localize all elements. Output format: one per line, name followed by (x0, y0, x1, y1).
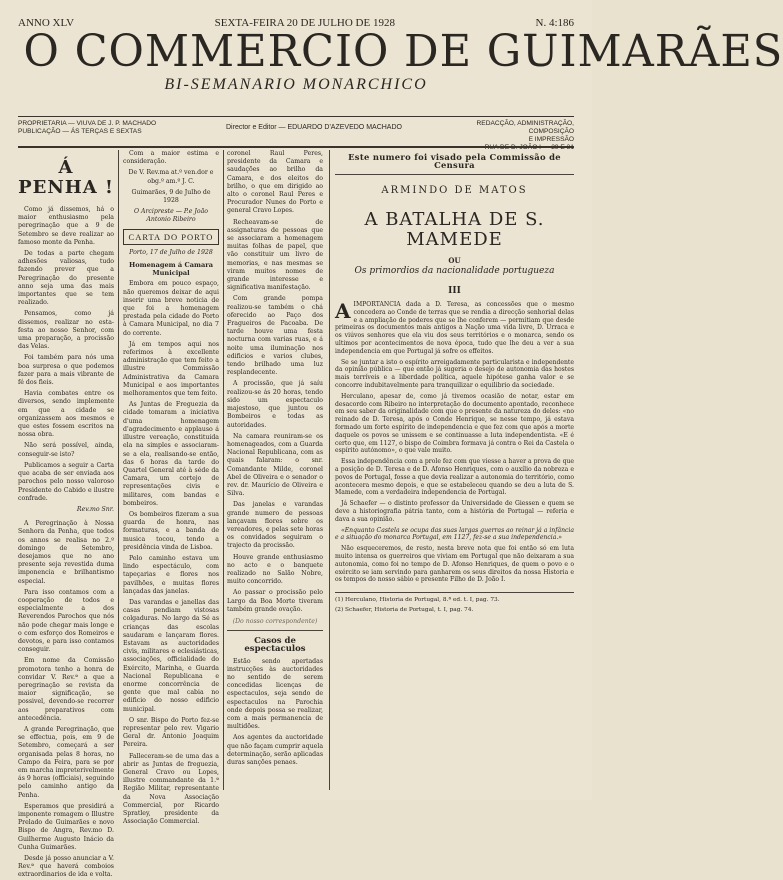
paragraph: Pensamos, como já dissemos, realizar no esta-festa ao nosso Senhor, com uma preparação, a procissão das Velas. (18, 310, 114, 351)
espectaculos-heading: Casos de espectaculos (244, 636, 306, 655)
header-info-row (18, 120, 574, 144)
paragraph: O Arcipreste — P.e João Antonio Ribeiro (133, 208, 209, 224)
paragraph: Pelo caminho estava um lindo espectáculo, com tapeçarias e flores nos pavilhões, e muitas flores lançadas das janelas. (123, 554, 219, 595)
carta-do-porto-heading: CARTA DO PORTO (123, 229, 219, 245)
penha-heading: Á PENHA ! (18, 157, 114, 198)
paragraph: Esperamos que presidirá a imponente romagem o Illustre Prelado de Guimarães e novo Bispo de Angra, Rev.mo D. Guilherme Augusto Inácio da Cunha Guimarães. (18, 802, 114, 851)
section-numeral: III (448, 285, 461, 296)
newspaper-title: O COMMERCIO DE GUIMARÃES (23, 26, 783, 77)
footnote: (2) Schaefer, Historia de Portugal, t. I, pag. 74. (335, 606, 474, 613)
paragraph: Publicamos a seguir a Carta que acaba de ser enviada aos parochos pelo nosso valoroso Presidente do Cabido e ilustre confrade. (18, 461, 114, 502)
footnotes (335, 592, 574, 614)
correspondent-note: (Do nosso correspondente) (232, 617, 318, 625)
publication-line: PUBLICAÇÃO — ÁS TERÇAS E SEXTAS (18, 128, 142, 135)
paragraph: Recheavam-se de assignaturas de pessoas que se associaram a homenagem muitas folhas de papel, que vão constituir um livro de memorias, e nas mesmas se viram muitos nomes de grande interesse e significativa manifestação. (227, 218, 323, 292)
article-subtitle: Os primordios da nacionalidade portugueza (354, 265, 555, 276)
article-title-connector: OU (448, 255, 461, 265)
paragraph: Havia combates entre os diversos, sendo implemente em que a cidade se organizassem aos mesmos e que estes fossem escritos na nossa obra. (18, 390, 114, 439)
proprietor-line: PROPRIETARIA — VIUVA DE J. P. MACHADO (18, 120, 157, 127)
paragraph: A grande Peregrinação, que se effectua, pois, em 9 de Setembro, começará a ser organisada pelas 8 horas, no Campo da Feira, para se por em marcha impreterivelmente ás 9 horas (officiais), seguindo pelo caminho antigo da Penha. (18, 725, 114, 799)
paragraph: Estão sendo apertadas instrucções às auctoridades no sentido de serem concedidas licenças de espectaculos, seja sendo de espectaculos na Parochia onde depois possa se realizar, com a mais permanencia de multidões. (227, 657, 323, 731)
paragraph: Já Schaefer — o distinto professor da Universidade de Giessen e quem se deve a historiografia pátria tanto, com a história de Portugal — referia e dava a sua opinião. (335, 500, 574, 523)
paragraph: Houve grande enthusiasmo no acto e o banquete realizado no Salão Nobre, muito concorrido. (227, 553, 323, 586)
redaction-line-2: E IMPRESSÃO (528, 136, 574, 143)
paragraph: Com a maior estima e consideração. (123, 150, 219, 166)
paragraph (335, 301, 574, 356)
paragraph: Não esqueceremos, de resto, nesta breve nota que foi então só em luta muito intensa os guerreiros que viviam em Portugal que não deixaram a sua autonomia, como foi no tempo de D. Afonso Henriques, de quem o povo e o exército se iam servindo para ganharem os seus direitos da nossa Historia e os tempos do nosso sábio e presente Filho de D. João I. (335, 545, 574, 584)
paragraph: De V. Rev.ma at.º ven.dor e obg.º am.º J. C. (128, 169, 214, 185)
masthead (18, 26, 783, 98)
paragraph: «Enquanto Castela se ocupa das suas largas guerras ao reinar já a infância e a situação do monarca Portugal, em 1127, fez-se a sua independencia.» (335, 526, 574, 542)
paragraph: Ao passar o procissão pelo Largo da Boa Morte tiveram também grande ovação. (227, 589, 323, 613)
issue-number: N. 4:186 (535, 17, 574, 29)
article-columns (18, 150, 574, 879)
paragraph: Desde já posso anunciar a V. Rev.ª que haverá comboios extraordinarios de ida e volta. (18, 855, 114, 879)
paragraph: Já em tempos aqui nos referimos à excellente administração que tem feito a illustre Commissão Administrativa da Camara Municipal e aos importantes melhoramentos que tem feito. (123, 340, 219, 398)
paragraph: Foi também para nós uma boa surpresa o que podemos fazer para a mais vibrante de fé dos fieis. (18, 354, 114, 387)
homenagem-subheading: Homenagem á Camara Municipal (128, 261, 214, 278)
issue-date: SEXTA-FEIRA 20 DE JULHO DE 1928 (214, 17, 395, 29)
paragraph: De todas a parte chegam adhesões valiosas, tudo fazendo prever que a Peregrinação do presente anno seja uma das mais importantes que se tem realizado. (18, 250, 114, 307)
column-3 (227, 150, 323, 790)
censorship-notice: Este numero foi visado pela Commissão de Censura (335, 150, 574, 175)
info-left (18, 120, 168, 136)
paragraph: Para isso contamos com a cooperação de todos e especialmente a dos Reverendos Parochos que nós não pode chegar mais longe e o com esforço dos Romeiros e devotos, e para isso contamos conseguir. (18, 588, 114, 654)
redaction-line-1: REDACÇÃO, ADMINISTRAÇÃO, COMPOSIÇÃO (476, 120, 574, 135)
column-4 (335, 150, 574, 790)
article-title: A BATALHA DE S. MAMEDE (364, 208, 545, 250)
salutation: Rev.mo Snr. (76, 505, 114, 513)
paragraph: Das varandas e janellas das casas pendiam vistosas colgaduras. No largo da Sé as crianças das escolas saudaram e lançaram flores. Estavam as auctoridades civis, militares e eclesiásticas, associações, officialidade do Exército, Marinha, e Guarda Nacional Republicana e enorme concorrência de gente que mal cabia no edificio do nosso edificio municipal. (123, 598, 219, 713)
paragraph: Se se juntar a isto o espírito arreigadamente particularista e independente da opinião pública — que então já sugeria o desejo de autonomia das hostes mais terríveis e a liberdade política, aquele hipótese ganha valor e se concorre indubitavelmente para tranquilizar o equilibrio da sociedade. (335, 358, 574, 389)
paragraph: Falleceram-se de uma das a abrir as Juntas de freguezia, General Cravo ou Lopes, illustre commandante da 1.ª Região Militar, representante da Nova Associação Commercial, por Ricardo Spratley, presidente da Associação Commercial. (123, 752, 219, 826)
paragraph: A Peregrinação à Nossa Senhora da Penha, que todos os annos se realisa no 2.º domingo de Setembro, desejamos que no ano presente seja revestida duma imponencia e brilhantismo especial. (18, 520, 114, 585)
paragraph: O snr. Bispo do Porto fez-se representar pelo rev. Vigario Geral dr. Antonio Joaquim Pereira. (123, 716, 219, 749)
porto-dateline: Porto, 17 de Julho de 1928 (129, 248, 213, 256)
paragraph: Essa independência com a prole fez com que viesse a haver a prova de que a posição de D. Teresa e de D. Afonso Henriques, com o auxílio da nobreza e povos de Portugal, fosse a que devia realizar a autonomia do território, como acontecera mesmo depois, e que se estabeleceu quando se deu a luta de S. Mamede, com a verdadeira independencia de Portugal. (335, 458, 574, 497)
paragraph: Com grande pompa realizou-se também o chá oferecido ao Paço dos Fragueiros de Pacoaba. De tarde houve uma festa nocturna com varias ruas, e á noite uma iluminação nos edificios e varios clubes, tendo brilhado uma luz resplandecente. (227, 295, 323, 377)
column-1 (18, 150, 114, 879)
director-line: Director e Editor — EDUARDO D'AZEVEDO MACHADO (226, 124, 402, 131)
column-divider (223, 150, 224, 790)
paragraph: Aos agentes da auctoridade que não façam cumprir aquela determinação, serão aplicadas duras sanções penaes. (227, 734, 324, 767)
header-rule-bottom (18, 146, 574, 148)
paragraph: Guimarães, 9 de Julho de 1928 (131, 188, 211, 205)
paragraph: Os bombeiros fizeram a sua guarda de honra, nas formaturas, e a banda de musica tocou, tendo a presidência vinda de Lisboa. (123, 510, 219, 551)
drop-cap: A (335, 299, 351, 324)
newspaper-subtitle: BI-SEMANARIO MONARCHICO (164, 76, 428, 93)
article-author: ARMINDO DE MATOS (381, 185, 528, 197)
paragraph: Herculano, apesar de, como já tivemos ocasião de notar, estar em desacordo com Ribeiro no interpretação do documento apontado, reconhece em seu saber da originalidade com que o presente da natureza do deles: «no reinado de D. Teresa, após o Conde Henrique, se nesse tempo, já estava formado um forte espírito de independencia e que fez com que após a morte daquele os povos se unissem e se continuasse a luta independentista. «E é certo que, em 1127, o bispo de Coimbra formava já contra o Rei da Castela o espírito autónomo», o que vale muito. (335, 392, 574, 455)
paragraph: A procissão, que já saíu realizou-se ás 20 horas, tendo sido um espectaculo majestoso, que juntou os Bombeiros e todas as autoridades. (227, 380, 323, 429)
paragraph: Não será possível, ainda, conseguir-se isto? (18, 442, 114, 458)
paragraph: Em nome da Comissão promotora tenho a honra de convidar V. Rev.ª a que a peregrinação se revista da maior significação, se possivel, devendo-se recorrer aos preparativos com antecedência. (18, 657, 114, 722)
section-rule (227, 630, 323, 631)
paragraph: Embora em pouco espaço, não queremos deixar de aqui inserir uma breve noticia de que foi a homenagem prestada pela cidade do Porto à Camara Municipal, no dia 7 do corrente. (123, 280, 219, 337)
paragraph: Das janelas e varandas grande numero de pessoas lançavam flores sobre os vereadores, e pelas sete horas os convidados seguiram o trajecto da procissão. (227, 501, 323, 550)
column-2 (123, 150, 219, 826)
paragraph: Como já dissemos, há o maior enthusiasmo pela peregrinação que a 9 de Setembro se deve realizar ao famoso monte da Penha. (18, 206, 114, 246)
paragraph: coronel Raul Peres, presidente da Camara e saudações ao brilho da Camara, e dos eleitos do brilho, o que em dirigido ao alto o coronel Raul Peres e Procurador Nunes do Porto e general Cravo Lopes. (227, 150, 323, 215)
header-rule-top (18, 116, 574, 117)
column-divider (329, 150, 330, 790)
paragraph: Na camara reuniram-se os homenageados, com a Guarda Nacional Republicana, com as quais falaram: o snr. Comandante Milde, coronel Abel de Oliveira e o senador o rev. dr. Maurício de Oliveira e Silva. (227, 432, 323, 498)
column-divider (118, 150, 119, 790)
issue-year: ANNO XLV (18, 17, 75, 29)
footnote: (1) Herculano, Historia de Portugal, 8.ª ed. t. I, pag. 73. (335, 597, 500, 604)
paragraph: As Juntas de Freguezia da cidade tomaram a iniciativa d'uma homenagem d'agradecimento e applauso á illustre vereação, constituida ela na simples e associaram-se a ela, realisando-se então, das 6 horas da tarde do Quartel General até à séde da Camara, um cortejo de representações civis e militares, com bandas e bombeiros. (123, 401, 219, 507)
paragraph-text: IMPORTANCIA dada a D. Teresa, as concessões que o mesmo concedera ao Conde de terras que se rendia a direcção senhorial delas e a ampliação de poderes que se lhe conferem — permitiam que desde primeiras os documentos mais antigos a Nação uma vida livre, D. Urraca e os viúvos senhores que ela viu dos seus territórios e o monarca, sendo os ultimos por acontecimentos de nova época, tudo que lhe deu a ver a sua independencia em que Portugal já sofre os effeitos. (335, 301, 574, 355)
